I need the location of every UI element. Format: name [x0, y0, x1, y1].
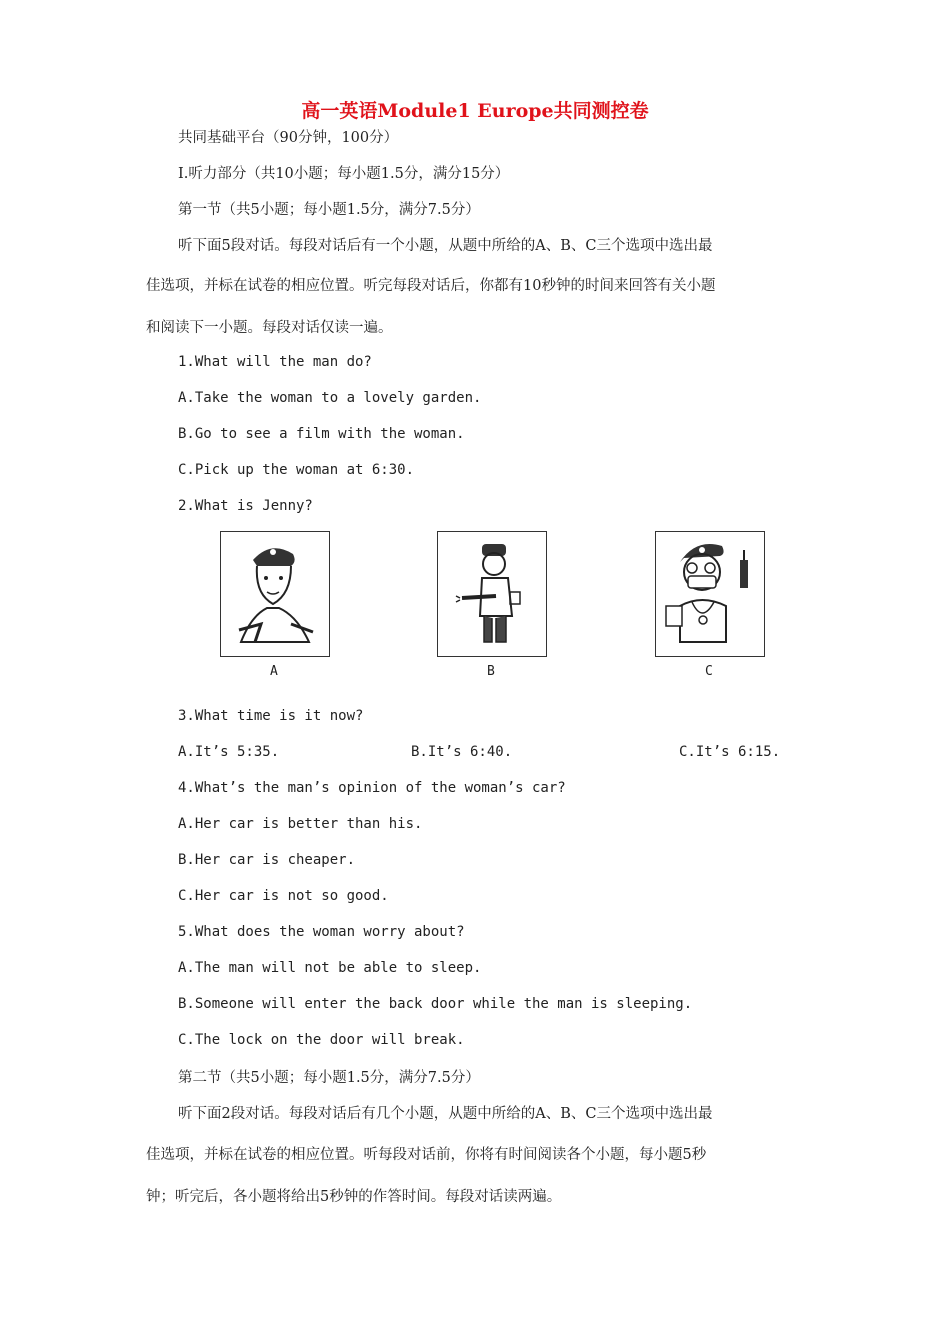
- question-4: 4.What’s the man’s opinion of the woman’s car?: [178, 780, 566, 796]
- q4-option-b: B.Her car is cheaper.: [178, 852, 356, 868]
- section1-instruction-line: 佳选项，并标在试卷的相应位置。听完每段对话后，你都有10秒钟的时间来回答有关小题: [146, 278, 716, 294]
- section2-instruction-line: 佳选项，并标在试卷的相应位置。听每段对话前，你将有时间阅读各个小题，每小题5秒: [146, 1147, 707, 1163]
- question-5: 5.What does the woman worry about?: [178, 924, 465, 940]
- platform-line: 共同基础平台（90分钟，100分）: [178, 130, 399, 146]
- q5-option-b: B.Someone will enter the back door while the man is sleeping.: [178, 996, 693, 1012]
- q5-option-a: A.The man will not be able to sleep.: [178, 960, 482, 976]
- q1-option-a: A.Take the woman to a lovely garden.: [178, 390, 482, 406]
- q3-option-b: B.It’s 6:40.: [411, 744, 513, 760]
- section2-instruction-line: 钟；听完后，各小题将给出5秒钟的作答时间。每段对话读两遍。: [146, 1189, 562, 1205]
- section1-instruction-line: 听下面5段对话。每段对话后有一个小题，从题中所给的A、B、C三个选项中选出最: [178, 238, 713, 254]
- q1-option-c: C.Pick up the woman at 6:30.: [178, 462, 415, 478]
- q3-option-c: C.It’s 6:15.: [679, 744, 781, 760]
- q1-option-b: B.Go to see a film with the woman.: [178, 426, 465, 442]
- document-title: 高一英语Module1 Europe共同测控卷: [301, 100, 649, 122]
- picture-label-a: A: [270, 664, 278, 679]
- section1-instruction-line: 和阅读下一小题。每段对话仅读一遍。: [146, 320, 393, 336]
- picture-label-c: C: [705, 664, 713, 679]
- q4-option-a: A.Her car is better than his.: [178, 816, 423, 832]
- question-1: 1.What will the man do?: [178, 354, 372, 370]
- gunman-picture: [437, 531, 547, 657]
- section2-heading: 第二节（共5小题；每小题1.5分，满分7.5分）: [178, 1070, 480, 1086]
- q3-option-a: A.It’s 5:35.: [178, 744, 280, 760]
- q4-option-c: C.Her car is not so good.: [178, 888, 389, 904]
- doctor-picture: [655, 531, 765, 657]
- q5-option-c: C.The lock on the door will break.: [178, 1032, 465, 1048]
- question-3: 3.What time is it now?: [178, 708, 364, 724]
- question-2: 2.What is Jenny?: [178, 498, 313, 514]
- section1-heading: 第一节（共5小题；每小题1.5分，满分7.5分）: [178, 202, 480, 218]
- part1-heading: Ⅰ.听力部分（共10小题；每小题1.5分，满分15分）: [178, 166, 510, 182]
- picture-label-b: B: [487, 664, 495, 679]
- section2-instruction-line: 听下面2段对话。每段对话后有几个小题，从题中所给的A、B、C三个选项中选出最: [178, 1106, 713, 1122]
- soldier-picture: [220, 531, 330, 657]
